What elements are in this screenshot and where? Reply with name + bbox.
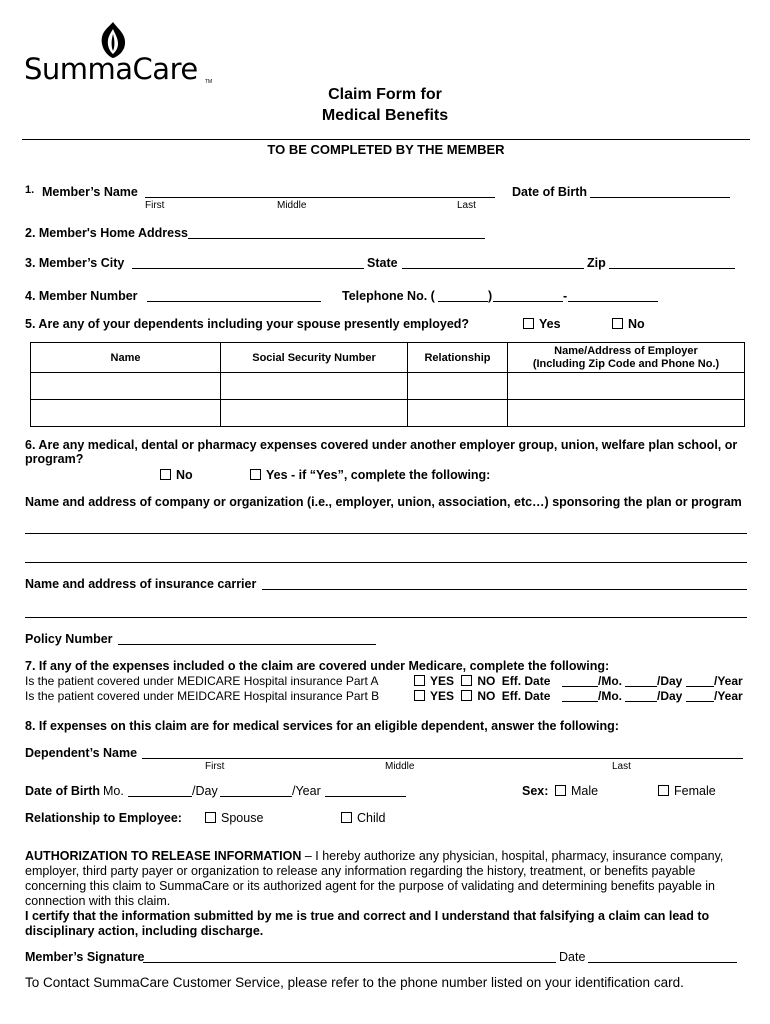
q5-yes-option[interactable] [523, 317, 561, 331]
home-address-field[interactable] [188, 238, 485, 239]
part-a-day-label: /Day [657, 674, 683, 688]
table-cell[interactable] [31, 373, 221, 400]
dep-dob-day-field[interactable] [220, 796, 292, 797]
table-cell[interactable] [221, 400, 408, 427]
q6-no-text: No [176, 468, 193, 482]
q5-no-checkbox[interactable] [612, 318, 623, 329]
female-checkbox[interactable] [658, 785, 669, 796]
spouse-checkbox[interactable] [205, 812, 216, 823]
col-ssn: Social Security Number [221, 343, 408, 373]
zip-label: Zip [587, 256, 606, 270]
table-row [31, 400, 745, 427]
middle-name-caption: Middle [277, 200, 307, 211]
dep-first-caption: First [205, 761, 225, 772]
authorization-paragraph [25, 849, 750, 909]
part-b-eff-label: Eff. Date [501, 689, 551, 703]
dob-label: Date of Birth [512, 185, 587, 199]
form-title-line2: Medical Benefits [321, 107, 449, 124]
tel-paren: ) [488, 289, 493, 303]
table-row [31, 373, 745, 400]
q6-no-option[interactable] [160, 468, 193, 482]
policy-number-label: Policy Number [25, 632, 113, 646]
brand-name: SummaCare [24, 52, 198, 86]
dep-dob-label: Date of Birth [25, 784, 100, 798]
signature-field[interactable] [143, 962, 556, 963]
col-employer: Name/Address of Employer (Including Zip Code and Phone No.) [508, 343, 745, 373]
spouse-option[interactable] [205, 811, 263, 825]
relationship-label: Relationship to Employee: [25, 811, 182, 825]
state-field[interactable] [402, 268, 584, 269]
q6-yes-text: Yes - if “Yes”, complete the following: [266, 468, 491, 482]
part-a-year-label: /Year [714, 674, 743, 688]
city-field[interactable] [132, 268, 364, 269]
policy-number-field[interactable] [118, 644, 376, 645]
form-title-line1: Claim Form for [328, 86, 442, 103]
dep-last-caption: Last [612, 761, 631, 772]
tel-dash: - [563, 289, 568, 303]
member-name-field[interactable] [145, 197, 495, 198]
certification-statement: I certify that the information submitted by me is true and correct and I understand that falsifying a claim can lead to disciplinary action, including discharge. [25, 909, 710, 938]
authorization-text: – I hereby authorize any physician, hospital, pharmacy, insurance company, employer, third party payer or organization to release any information regarding the history, treatment, or benefits payable concerning this claim to SummaCare or its authorized agent for the purpose of validating and determining benefits payable in connection with this claim. [25, 849, 724, 908]
table-header-row [31, 343, 745, 373]
part-b-month-field[interactable] [562, 701, 598, 702]
trademark: TM [205, 79, 213, 85]
signature-date-field[interactable] [588, 962, 737, 963]
female-option[interactable] [658, 784, 716, 798]
medicare-part-b-label: Is the patient covered under MEIDCARE Hospital insurance Part B [25, 689, 380, 703]
signature-label: Member’s Signature [25, 950, 145, 964]
q6-no-checkbox[interactable] [160, 469, 171, 480]
q8-heading: 8. If expenses on this claim are for medical services for an eligible dependent, answer the following: [25, 719, 619, 733]
carrier-field-line1[interactable] [262, 589, 747, 590]
dep-dob-year-field[interactable] [325, 796, 406, 797]
tel-prefix-field[interactable] [493, 301, 563, 302]
table-cell[interactable] [408, 400, 508, 427]
sex-label: Sex: [522, 784, 549, 798]
q1-number: 1. [25, 184, 35, 196]
sponsor-label: Name and address of company or organization (i.e., employer, union, association, etc…) sponsoring the plan or program [25, 495, 742, 509]
child-option[interactable] [341, 811, 386, 825]
section-heading: TO BE COMPLETED BY THE MEMBER [267, 142, 505, 157]
part-a-eff-label: Eff. Date [501, 674, 551, 688]
part-a-no-text: NO [477, 674, 496, 688]
member-number-label: 4. Member Number [25, 289, 138, 303]
medicare-part-a-label: Is the patient covered under MEDICARE Hospital insurance Part A [25, 674, 379, 688]
area-code-field[interactable] [438, 301, 488, 302]
table-cell[interactable] [221, 373, 408, 400]
part-a-yes-checkbox[interactable] [414, 675, 425, 686]
male-checkbox[interactable] [555, 785, 566, 796]
dep-middle-caption: Middle [385, 761, 415, 772]
carrier-field-line2[interactable] [25, 617, 747, 618]
dependents-table [30, 342, 745, 427]
authorization-heading: AUTHORIZATION TO RELEASE INFORMATION [25, 849, 302, 863]
col-name: Name [31, 343, 221, 373]
member-name-label: Member’s Name [42, 185, 138, 199]
part-b-year-field[interactable] [686, 701, 714, 702]
part-b-year-label: /Year [714, 689, 743, 703]
spouse-text: Spouse [221, 811, 264, 825]
telephone-label: Telephone No. ( [342, 289, 435, 303]
city-label: 3. Member’s City [25, 256, 125, 270]
q5-no-option[interactable] [612, 317, 645, 331]
part-b-yes-text: YES [430, 689, 455, 703]
first-name-caption: First [145, 200, 165, 211]
member-number-field[interactable] [147, 301, 321, 302]
child-text: Child [357, 811, 386, 825]
table-cell[interactable] [508, 400, 745, 427]
zip-field[interactable] [609, 268, 735, 269]
dep-dob-month-field[interactable] [128, 796, 192, 797]
q5-label: 5. Are any of your dependents including your spouse presently employed? [25, 317, 470, 331]
male-option[interactable] [555, 784, 598, 798]
table-cell[interactable] [408, 373, 508, 400]
signature-date-label: Date [559, 950, 586, 964]
q6-question-cont: program? [25, 452, 84, 466]
part-b-no-text: NO [477, 689, 496, 703]
q5-no-text: No [628, 317, 645, 331]
part-a-yes-text: YES [430, 674, 455, 688]
sponsor-field-line1[interactable] [25, 533, 747, 534]
state-label: State [367, 256, 398, 270]
sponsor-field-line2[interactable] [25, 562, 747, 563]
dep-dob-mo-label: Mo. [103, 784, 124, 798]
q5-yes-checkbox[interactable] [523, 318, 534, 329]
dependent-name-label: Dependent’s Name [25, 746, 138, 760]
part-b-day-label: /Day [657, 689, 683, 703]
last-name-caption: Last [457, 200, 476, 211]
part-b-day-field[interactable] [625, 701, 657, 702]
col-relationship: Relationship [408, 343, 508, 373]
female-text: Female [674, 784, 716, 798]
part-b-mo-label: /Mo. [598, 689, 622, 703]
table-cell[interactable] [508, 373, 745, 400]
medicare-part-b-options [414, 689, 550, 703]
child-checkbox[interactable] [341, 812, 352, 823]
q5-yes-text: Yes [539, 317, 561, 331]
part-a-year-field[interactable] [686, 686, 714, 687]
dob-field[interactable] [590, 197, 730, 198]
tel-line-field[interactable] [568, 301, 658, 302]
q6-yes-option[interactable] [250, 468, 490, 482]
dep-dob-day-label: /Day [192, 784, 218, 798]
q6-question: 6. Are any medical, dental or pharmacy expenses covered under another employer group, union, welfare plan school, or [25, 438, 738, 452]
dependent-name-field[interactable] [142, 758, 743, 759]
footer-note: To Contact SummaCare Customer Service, please refer to the phone number listed on your identification card. [25, 975, 684, 990]
part-b-yes-checkbox[interactable] [414, 690, 425, 701]
carrier-label: Name and address of insurance carrier [25, 577, 257, 591]
part-a-month-field[interactable] [562, 686, 598, 687]
q7-heading: 7. If any of the expenses included o the claim are covered under Medicare, complete the following: [25, 659, 610, 673]
male-text: Male [571, 784, 599, 798]
part-a-day-field[interactable] [625, 686, 657, 687]
q6-yes-checkbox[interactable] [250, 469, 261, 480]
divider [22, 139, 750, 140]
part-b-no-checkbox[interactable] [461, 690, 472, 701]
dep-dob-year-label: /Year [292, 784, 321, 798]
medicare-part-a-options [414, 674, 550, 688]
part-a-no-checkbox[interactable] [461, 675, 472, 686]
home-address-label: 2. Member's Home Address [25, 226, 188, 240]
table-cell[interactable] [31, 400, 221, 427]
part-a-mo-label: /Mo. [598, 674, 622, 688]
